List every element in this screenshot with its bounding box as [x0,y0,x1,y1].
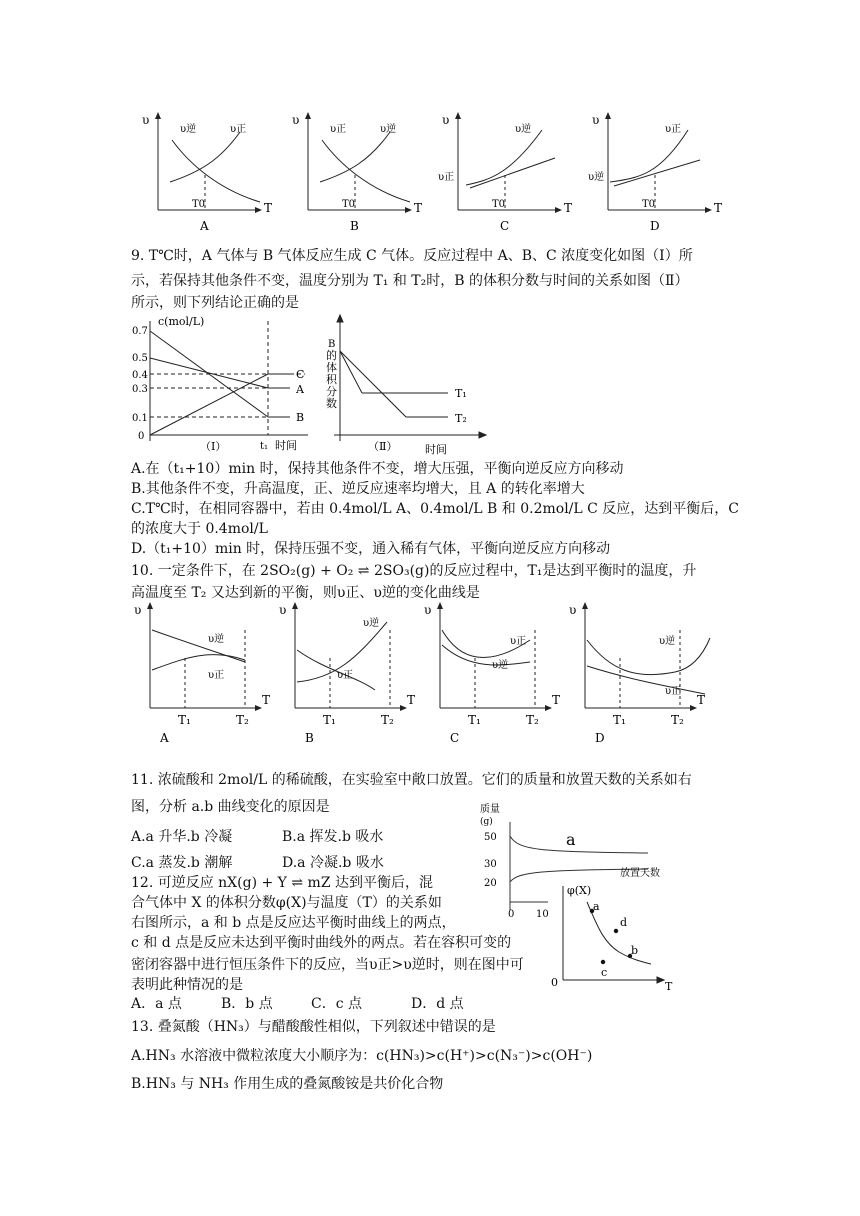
curve-2-label: υ正 [208,670,225,681]
curve-2-label: υ正 [337,670,354,681]
tick-05: 0.5 [132,353,148,364]
q10-graphs-svg [130,600,710,750]
q12-line3: 右图所示，a 和 b 点是反应达平衡时曲线上的两点， [131,915,456,931]
q12-opt-c: C．c 点 [311,996,363,1012]
series-a: A [296,383,304,396]
tick-t1: T₁ [468,713,481,727]
q9-fig2-xlabel: 时间 [425,443,447,456]
q11-tick-20: 20 [484,878,497,889]
axis-y-label: υ [442,113,450,127]
fig2-y-3: 积 [326,373,337,386]
q11-curve-a: a [566,830,576,849]
top-graph-C [438,112,572,233]
q10-graph-D [569,602,710,745]
axis-y-label: υ [424,603,432,617]
q11-line2: 图，分析 a.b 曲线变化的原因是 [131,799,330,815]
q11-opt-a: A.a 升华.b 冷凝 [131,829,233,845]
tick-t1: T₁ [178,713,191,727]
q12-figure [545,880,675,993]
curve-2 [587,666,705,694]
q12-line2: 合气体中 X 的体积分数φ(X)与温度（T）的关系如 [131,895,442,911]
point-d-label: d [620,916,628,929]
graph-label: C [450,731,460,745]
point-c-label: c [601,966,608,979]
tick-t2: T₂ [671,713,684,727]
q11-opt-d: D.a 冷凝.b 吸水 [282,855,384,871]
q9-fig2-caption: （Ⅱ） [368,440,398,453]
q9-line2: 示，若保持其他条件不变，温度分别为 T₁ 和 T₂时，B 的体积分数与时间的关系如图（Ⅱ） [131,273,689,289]
top-graph-B [292,112,422,233]
graph-label: A [160,731,169,745]
tick-t0: T0 [642,199,656,210]
q11-xtick-10: 10 [536,909,549,920]
q12-line4: c 和 d 点是反应未达到平衡时曲线外的两点。若在容积可变的 [131,935,512,951]
axis-y-label: υ [592,113,600,127]
curve-2 [470,158,555,188]
graph-label: C [500,219,510,233]
top-graph-A [142,112,272,233]
q12-ylabel: φ(X) [567,884,592,897]
axis-x-label: T [414,201,423,215]
curve-2 [320,132,390,182]
curve-2-label: υ逆 [588,172,605,183]
q10-graph-A [134,602,270,745]
fig2-y-2: 体 [326,361,337,374]
curve-1 [322,140,410,202]
curve-2-label: υ正 [230,124,247,135]
top-graphs-svg [130,110,723,235]
curve-1 [466,130,542,185]
series-c: C [296,368,305,381]
curve-2 [614,160,700,186]
axis-x-label: T [697,693,706,707]
tick-0: 0 [138,431,145,442]
tick-01: 0.1 [132,413,148,424]
graph-label: D [595,731,605,745]
top-graphs [130,110,723,235]
fig2-y-4: 分 [326,385,337,398]
curve-1-label: υ正 [665,124,682,135]
q12-opt-d: D．d 点 [411,996,464,1012]
tick-t2: T₂ [236,713,249,727]
q9-fig1-xlabel: 时间 [275,439,297,452]
axis-x-label: T [407,693,416,707]
axis-x-label: T [264,201,273,215]
t1-label: t₁ [260,441,269,452]
fig2-y-5: 数 [326,397,337,410]
fig2-y-1: 的 [326,349,337,362]
series-t2: T₂ [455,412,467,425]
q9-opt-a: A.在（t₁+10）min 时，保持其他条件不变，增大压强，平衡向逆反应方向移动 [131,461,624,477]
curve-1-label: υ逆 [180,124,197,135]
curve-1 [587,638,710,675]
tick-t0: T0 [342,199,356,210]
curve-2-label: υ逆 [380,124,397,135]
q12-opt-b: B．b 点 [221,996,273,1012]
q11-line1: 11. 浓硫酸和 2mol/L 的稀硫酸，在实验室中敞口放置。它们的质量和放置天数的关系如右 [131,772,692,788]
axis-y-label: υ [279,603,287,617]
tick-07: 0.7 [132,326,148,337]
q11-unit: (g) [480,817,493,827]
curve-1-label: υ正 [510,636,527,647]
tick-t2: T₂ [526,713,539,727]
q12-figure-svg [545,880,675,993]
q11-xlabel: 放置天数 [620,868,660,879]
q11-opt-b: B.a 挥发.b 吸水 [282,829,384,845]
curve-1 [152,630,245,662]
tick-t1: T₁ [323,713,336,727]
axis-x-label: T [564,201,573,215]
q13-line1: 13. 叠氮酸（HN₃）与醋酸酸性相似，下列叙述中错误的是 [131,1019,496,1035]
q9-opt-d: D.（t₁+10）min 时，保持压强不变，通入稀有气体，平衡向逆反应方向移动 [131,541,611,557]
tick-t0: T0 [492,199,506,210]
point-a-label: a [593,900,600,913]
q9-fig1 [150,321,308,441]
q10-line1: 10. 一定条件下，在 2SO₂(g) + O₂ ⇌ 2SO₃(g)的反应过程中，T₁是达到平衡时的温度，升 [131,563,697,579]
q9-line3: 所示，则下列结论正确的是 [131,295,299,311]
axis-y-label: υ [142,113,150,127]
q12-opt-a: A．a 点 [131,996,182,1012]
q11-ylabel: 质量 [480,804,500,815]
q13-opt-a: A.HN₃ 水溶液中微粒浓度大小顺序为：c(HN₃)>c(H⁺)>c(N₃⁻)>c(OH⁻) [131,1048,593,1064]
q9-line1: 9. T℃时，A 气体与 B 气体反应生成 C 气体。反应过程中 A、B、C 浓度变化如图（Ⅰ）所 [131,248,693,264]
curve-2-label: υ正 [438,172,455,183]
graph-label: A [200,219,209,233]
axis-x-label: T [714,201,723,215]
q11-tick-50: 50 [484,832,497,843]
curve-2-label: υ逆 [492,660,509,671]
q9-fig1-caption: （Ⅰ） [200,440,227,453]
q12-origin: 0 [551,976,558,989]
q9-figures [130,313,490,455]
tick-t0: T0 [192,199,206,210]
q12-line1: 12. 可逆反应 nX(g) + Y ⇌ mZ 达到平衡后，混 [131,875,433,891]
graph-label: B [305,731,314,745]
q11-opt-c: C.a 蒸发.b 潮解 [131,855,233,871]
curve-1-label: υ逆 [208,634,225,645]
q11-xtick-0: 0 [508,909,515,920]
q9-figures-svg [130,313,490,455]
q12-xlabel: T [665,980,673,993]
axis-x-label: T [262,693,271,707]
axis-x-label: T [552,693,561,707]
axis-y-label: υ [134,603,142,617]
tick-t1: T₁ [613,713,626,727]
top-graph-D [588,112,722,233]
tick-t2: T₂ [381,713,394,727]
q12-line5: 密闭容器中进行恒压条件下的反应，当υ正>υ逆时，则在图中可 [131,957,524,973]
q9-fig1-ylabel: c(mol/L) [158,315,205,328]
curve-1 [172,140,260,202]
axis-y-label: υ [569,603,577,617]
q9-opt-c1: C.T℃时，在相同容器中，若由 0.4mol/L A、0.4mol/L B 和 0.2mol/L C 反应，达到平衡后，C [131,501,740,517]
q10-graph-B [279,602,415,745]
fig2-y-b: B [328,339,336,350]
curve-1-label: υ正 [330,124,347,135]
curve-2 [170,132,240,182]
q10-line2: 高温度至 T₂ 又达到新的平衡，则υ正、υ逆的变化曲线是 [131,585,480,601]
axis-y-label: υ [292,113,300,127]
curve-1-label: υ逆 [659,636,676,647]
tick-04: 0.4 [132,370,148,381]
q10-graph-C [424,602,560,745]
q10-graphs [130,600,710,750]
curve-1-label: υ逆 [515,124,532,135]
q12-line6: 表明此种情况的是 [131,977,243,993]
tick-03: 0.3 [132,384,148,395]
series-t1: T₁ [455,387,467,400]
curve-1-label: υ逆 [363,618,380,629]
series-b: B [296,411,305,424]
q13-opt-b: B.HN₃ 与 NH₃ 作用生成的叠氮酸铵是共价化合物 [131,1076,444,1092]
q9-opt-b: B.其他条件不变，升高温度，正、逆反应速率均增大，且 A 的转化率增大 [131,481,585,497]
graph-label: B [350,219,359,233]
curve-1 [610,130,688,182]
point-b-label: b [631,944,639,957]
q11-tick-30: 30 [484,859,497,870]
curve-2-label: υ正 [665,686,682,697]
q9-opt-c2: 的浓度大于 0.4mol/L [131,521,268,537]
graph-label: D [650,219,660,233]
